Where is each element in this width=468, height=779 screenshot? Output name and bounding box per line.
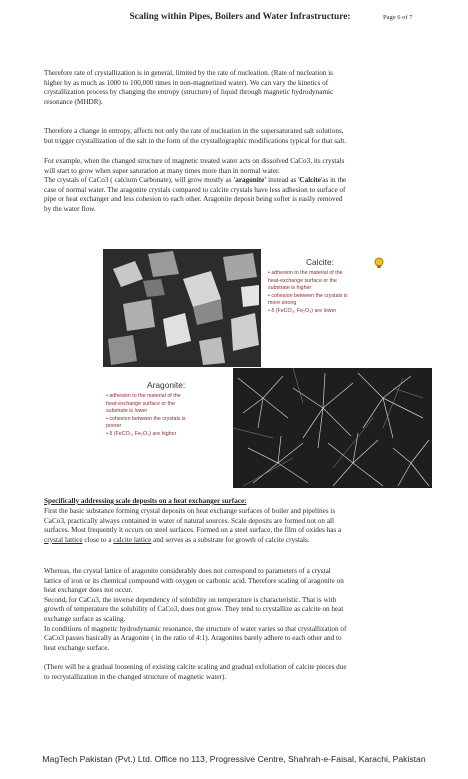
text-line	[44, 176, 432, 186]
text-line: will start to grow when super saturation at many times more than in normal water.	[44, 166, 280, 175]
text-line: Therefore a change in entropy, affects not only the rate of nucleation in the supersaturated salt solutions,	[44, 127, 344, 135]
text-line: by the water flow.	[44, 204, 96, 213]
property-line: • cohesion between the crystals is	[106, 415, 186, 422]
paragraph-aragonite-example	[44, 157, 432, 215]
text-line: surfaces. Most frequently it occurs on steel surfaces. Formed on a steel surface, the film of oxides has a	[44, 526, 342, 535]
text-line	[44, 536, 432, 546]
property-line: heat-exchange surface or the	[268, 277, 337, 284]
text-line: growth of temperature the solubility of CaCo3, does not grow. They tend to crystallize as calcite on heat	[44, 605, 344, 614]
lightbulb-icon	[372, 257, 386, 269]
aragonite-micrograph	[233, 368, 432, 488]
text-span: 'as in the	[320, 176, 347, 185]
text-line: Therefore rate of crystallization is in general, limited by the rate of nucleation. (Rate of nucleation is	[44, 69, 333, 77]
heading-text: Specifically addressing scale deposits on a heat exchanger surface:	[44, 497, 247, 505]
paragraph-scale-substance	[44, 507, 432, 545]
text-line: resonance (MHDR).	[44, 97, 103, 106]
paragraph-aragonite-lattice	[44, 567, 432, 653]
property-line: substrate is higher	[268, 285, 312, 292]
paragraph-entropy	[44, 127, 432, 146]
section-heading	[44, 497, 432, 507]
text-span: The crystals of CaCo3 ( calcium Carbonate), will grow mostly as	[44, 176, 234, 185]
paragraph-nucleation-rate	[44, 69, 432, 107]
aragonite-term: 'aragonite'	[233, 176, 267, 185]
document-title: Scaling within Pipes, Boilers and Water Infrastructure:	[129, 12, 351, 22]
text-line: case of normal water. The aragonite crystals compared to calcite crystals have less adhesion to surface of	[44, 185, 346, 194]
text-line: CaCo3, practically always contained in water of natural sources. Scale deposits are formed not on all	[44, 516, 334, 525]
property-line: poorer	[106, 423, 122, 430]
footer-address: MagTech Pakistan (Pvt.) Ltd. Office no 113, Progressive Centre, Shahrah-e-Faisal, Karachi, Pakistan	[42, 754, 426, 764]
text-line: crystallization process by changing the entropy (structure) of liquid through magnetic hydrodynamic	[44, 88, 334, 97]
property-line: • δ (FeCO₃, Fe₂O₃) are lower	[268, 307, 337, 314]
text-line: heat exchange surface.	[44, 643, 110, 652]
property-line: heat-exchange surface or the	[106, 400, 175, 407]
property-line: substrate is lower	[106, 408, 148, 415]
text-span: close to a	[82, 535, 114, 544]
text-line: but trigger crystallization of the salt in the form of the crystallographic modifications typical for that salt.	[44, 136, 346, 145]
text-span: instead as '	[266, 176, 300, 185]
text-line: lattice of iron or its chemical compound with oxygen or carbonic acid. Therefore scaling of aragonite on	[44, 576, 344, 585]
property-line: • cohesion between the crystals is	[268, 292, 348, 299]
calcite-crystals-image	[103, 249, 261, 367]
text-span: and serves as a substrate for growth of calcite crystals.	[151, 535, 310, 544]
paragraph-calcite-exfoliation	[44, 663, 432, 682]
text-line: CaCo3 passes basically as Aragonite ( in the ratio of 4:1). Aragonites barely adhere to each other and to	[44, 634, 342, 643]
text-line: heat exchanger does not occur.	[44, 586, 133, 595]
text-line: Second, for CaCo3, the inverse dependency of solubility on temperature is characteristic. That is with	[44, 595, 337, 604]
calcite-lattice-term: calcite lattice	[113, 535, 152, 544]
text-line: pipe or heat exchanger and less cohesion to each other. Aragonite deposit being softer is easily removed	[44, 195, 343, 204]
text-line: In conditions of magnetic hydrodynamic resonance, the structure of water varies so that crystallization of	[44, 624, 347, 633]
property-line: • δ (FeCO₃, Fe₂O₃) are higher	[106, 430, 177, 437]
text-line: to recrystallization in the changed structure of magnetic water).	[44, 672, 227, 681]
crystal-lattice-term: crystal lattice	[44, 535, 83, 544]
calcite-micrograph	[103, 249, 261, 367]
property-line: • adhesion to the material of the	[268, 270, 343, 276]
calcite-box-title: Calcite:	[306, 257, 334, 267]
text-line: higher by as much as 1000 to 100,000 times in non-magnetized water). We can vary the kinetics of	[44, 78, 329, 87]
property-line: more strong	[268, 300, 297, 307]
calcite-properties	[268, 270, 348, 316]
aragonite-box-title: Aragonite:	[147, 380, 186, 390]
property-line: • adhesion to the material of the	[106, 393, 181, 399]
aragonite-properties	[106, 393, 186, 439]
text-line: Whereas, the crystal lattice of aragonite considerably does not correspond to parameters of a crystal	[44, 567, 331, 575]
text-line: For example, when the changed structure of magnetic treated water acts on dissolved CaCo3, its crystals	[44, 157, 345, 165]
page-number: Page 6 of 7	[383, 14, 413, 21]
text-line: First the basic substance forming crystal deposits on heat exchange surfaces of boiler and pipelines is	[44, 507, 336, 515]
text-line: (There will be a gradual loosening of existing calcite scaling and gradual exfoliation of calcite pieces due	[44, 663, 347, 671]
calcite-term: Calcite	[299, 176, 321, 185]
aragonite-needles-image	[233, 368, 432, 488]
text-line: exchange surface as scaling.	[44, 614, 126, 623]
